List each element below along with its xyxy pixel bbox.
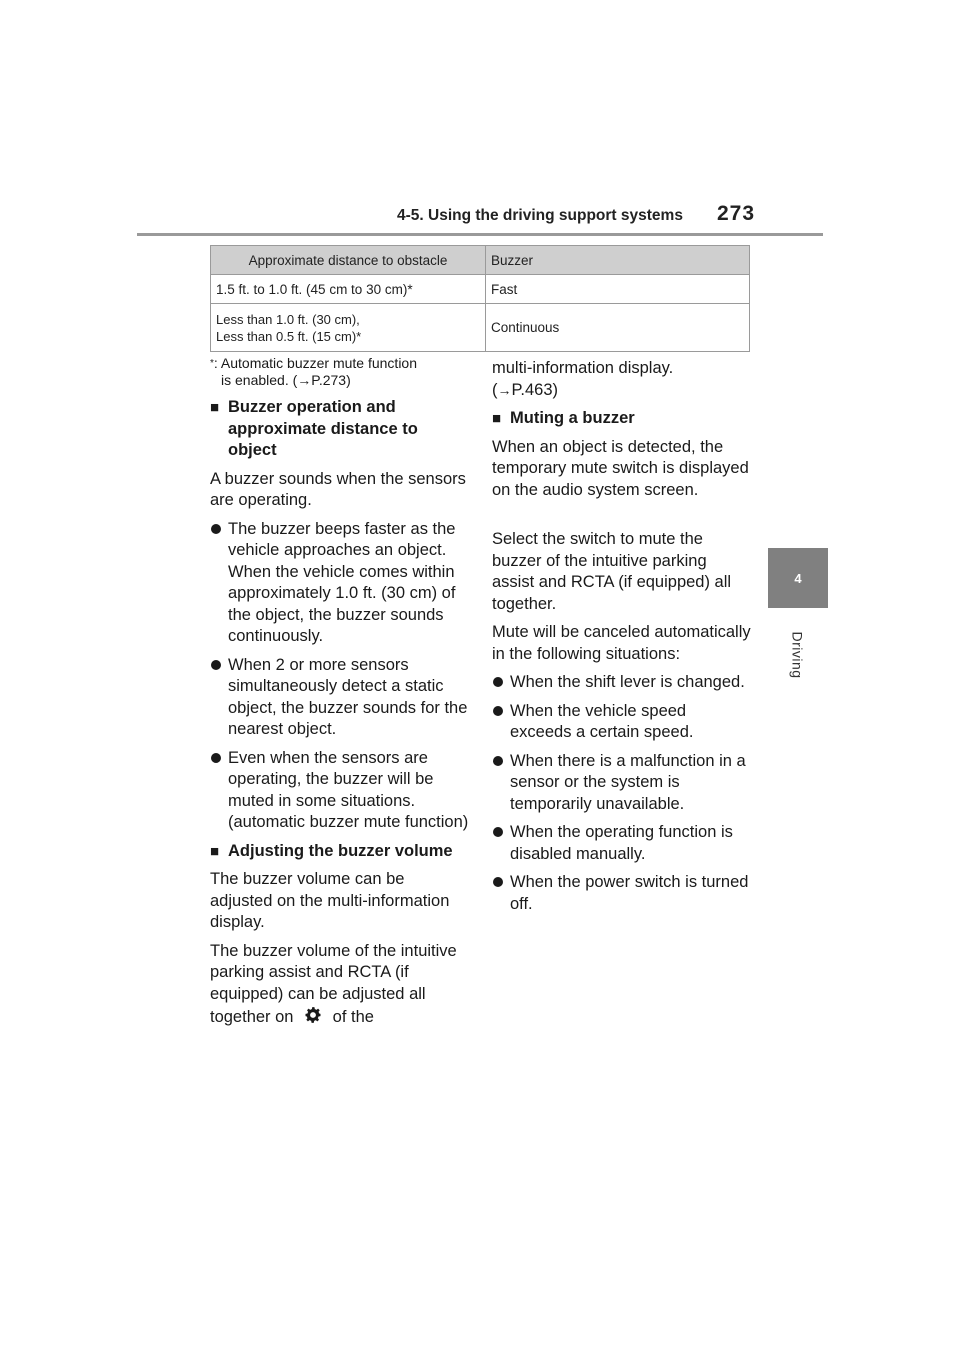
page-number: 273 [717, 202, 756, 225]
paragraph: The buzzer volume can be adjusted on the multi-information display. [210, 870, 450, 931]
bullet-dot-icon [492, 672, 510, 694]
list-item-text: The buzzer beeps faster as the vehicle approaches an object. When the vehicle comes within approximately 1.0 ft. (30 cm) of the object, the buzzer sounds continuously. [228, 519, 456, 645]
list-item [492, 872, 752, 915]
distance-buzzer-table [210, 245, 750, 352]
bullet-dot-icon [492, 822, 510, 865]
paragraph: A buzzer sounds when the sensors are operating. [210, 469, 466, 509]
page-link[interactable]: P.273) [311, 372, 351, 388]
paragraph-text: The buzzer volume of the intuitive parking assist and RCTA (if equipped) can be adjusted all together on [210, 941, 457, 1026]
chapter-label-text: Driving [789, 631, 806, 679]
bullet-dot-icon [210, 519, 228, 648]
footnote-text: : Automatic buzzer mute function [213, 355, 418, 371]
table-cell-distance: 1.5 ft. to 1.0 ft. (45 cm to 30 cm)* [211, 275, 486, 304]
table-header-row [211, 246, 750, 275]
gear-icon [303, 1005, 323, 1025]
bullet-dot-icon [492, 701, 510, 744]
table-row [211, 275, 750, 304]
square-bullet-icon: ■ [210, 399, 220, 416]
paragraph: Select the switch to mute the buzzer of the intuitive parking assist and RCTA (if equipped) all together. [492, 530, 732, 613]
list-item [492, 672, 752, 694]
list-item [210, 655, 470, 741]
section-heading [210, 841, 470, 863]
list-item-text: When there is a malfunction in a sensor or the system is temporarily unavailable. [510, 751, 746, 813]
distance-line-1: Less than 1.0 ft. (30 cm), [216, 311, 360, 327]
bullet-dot-icon [492, 872, 510, 915]
table-cell-buzzer: Fast [486, 275, 750, 304]
arrow-icon: → [297, 372, 312, 388]
page-link[interactable]: P.463) [511, 380, 558, 399]
paragraph-text: multi-information display. [492, 359, 674, 377]
section-title: Muting a buzzer [510, 409, 635, 427]
list-item-text: When the operating function is disabled manually. [510, 823, 733, 863]
square-bullet-icon: ■ [492, 410, 502, 427]
bullet-dot-icon [492, 751, 510, 816]
footnote-text-2: is enabled. ( [221, 372, 298, 388]
paragraph: Mute will be canceled automatically in the following situations: [492, 623, 751, 663]
chapter-tab: 4 [768, 548, 828, 608]
section-title: Buzzer operation and approximate distance to object [228, 398, 418, 459]
list-item [492, 822, 752, 865]
list-item-text: When 2 or more sensors simultaneously detect a static object, the buzzer sounds for the nearest object. [228, 655, 468, 738]
bullet-dot-icon [210, 748, 228, 834]
paragraph [492, 358, 752, 401]
arrow-icon: → [497, 381, 512, 398]
table-footnote [210, 355, 470, 389]
section-header-title: 4-5. Using the driving support systems [397, 207, 683, 224]
paragraph [210, 941, 470, 1029]
section-heading [210, 397, 470, 462]
left-column [210, 355, 470, 1036]
footnote-ref-line [210, 372, 470, 389]
list-item [492, 701, 752, 744]
square-bullet-icon: ■ [210, 842, 220, 860]
table-row [211, 304, 750, 352]
bullet-dot-icon [210, 655, 228, 741]
paragraph-text: of the [332, 1008, 374, 1026]
list-item-text: When the vehicle speed exceeds a certain speed. [510, 701, 694, 741]
list-item [210, 519, 470, 648]
paragraph: When an object is detected, the temporary mute switch is displayed on the audio system screen. [492, 437, 749, 499]
table-header-distance: Approximate distance to obstacle [211, 246, 486, 275]
list-item-text: When the power switch is turned off. [510, 873, 749, 913]
table-cell-distance [211, 304, 486, 352]
section-title: Adjusting the buzzer volume [228, 841, 453, 860]
right-column [492, 358, 752, 922]
list-item-text: Even when the sensors are operating, the buzzer will be muted in some situations. (automatic buzzer mute function) [228, 748, 469, 831]
list-item [492, 751, 752, 816]
table-header-buzzer: Buzzer [486, 246, 750, 275]
section-heading [492, 408, 752, 430]
footnote-star: * [210, 358, 214, 369]
chapter-label [762, 625, 834, 685]
distance-line-2: Less than 0.5 ft. (15 cm)* [216, 328, 362, 344]
list-item [210, 748, 470, 834]
header-rule [137, 233, 823, 236]
table-cell-buzzer: Continuous [486, 304, 750, 352]
list-item-text: When the shift lever is changed. [510, 673, 745, 691]
ref-open: ( [492, 380, 498, 399]
